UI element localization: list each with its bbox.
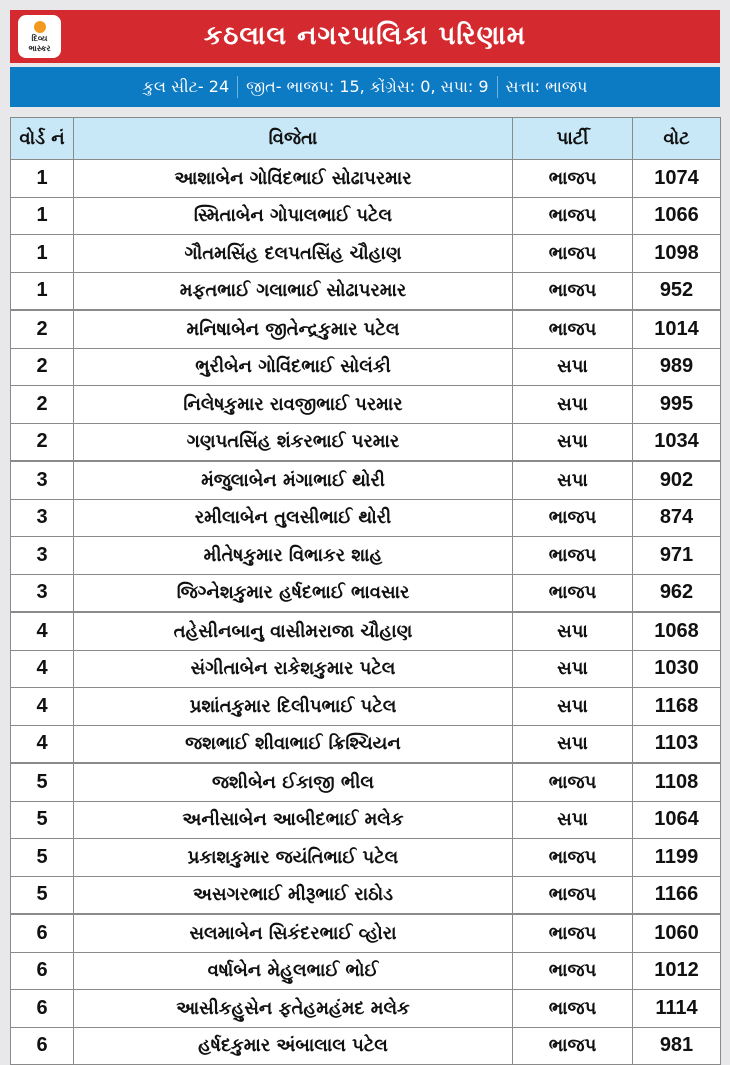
winner-name-cell: વર્ષાબેન મેહુલભાઈ ભોઈ [74, 952, 513, 990]
party-cell: સપા [513, 650, 633, 688]
party-cell: ભાજપ [513, 160, 633, 198]
column-header-ward: વોર્ડ નં [11, 118, 74, 160]
table-row [11, 763, 721, 801]
summary-bar [10, 67, 720, 107]
table-row [11, 839, 721, 877]
votes-cell: 971 [633, 537, 721, 575]
ruling-party: સત્તા: ભાજપ [505, 77, 588, 96]
votes-cell: 902 [633, 461, 721, 499]
results-table [10, 117, 721, 1065]
party-cell: સપા [513, 386, 633, 424]
votes-cell: 1014 [633, 310, 721, 348]
ward-cell: 6 [11, 914, 74, 952]
votes-cell: 1103 [633, 725, 721, 763]
ward-cell: 4 [11, 725, 74, 763]
party-cell: ભાજપ [513, 876, 633, 914]
votes-cell: 1060 [633, 914, 721, 952]
divya-bhaskar-logo-icon [18, 15, 61, 58]
party-cell: ભાજપ [513, 1027, 633, 1065]
winner-name-cell: ગણપતસિંહ શંકરભાઈ પરમાર [74, 423, 513, 461]
votes-cell: 1114 [633, 990, 721, 1028]
table-row [11, 650, 721, 688]
table-row [11, 235, 721, 273]
winner-name-cell: જશીબેન ઈકાજી ભીલ [74, 763, 513, 801]
table-row [11, 461, 721, 499]
ward-cell: 1 [11, 197, 74, 235]
party-cell: સપા [513, 423, 633, 461]
ward-cell: 6 [11, 990, 74, 1028]
party-cell: ભાજપ [513, 537, 633, 575]
ward-cell: 5 [11, 763, 74, 801]
winner-name-cell: સ્મિતાબેન ગોપાલભાઈ પટેલ [74, 197, 513, 235]
ward-cell: 2 [11, 386, 74, 424]
winner-name-cell: પ્રશાંતકુમાર દિલીપભાઈ પટેલ [74, 688, 513, 726]
party-cell: ભાજપ [513, 952, 633, 990]
winner-name-cell: પ્રકાશકુમાર જયંતિભાઈ પટેલ [74, 839, 513, 877]
votes-cell: 981 [633, 1027, 721, 1065]
table-row [11, 197, 721, 235]
ward-cell: 4 [11, 650, 74, 688]
party-cell: ભાજપ [513, 839, 633, 877]
table-row [11, 423, 721, 461]
votes-cell: 1098 [633, 235, 721, 273]
winner-name-cell: ગૌતમસિંહ દલપતસિંહ ચૌહાણ [74, 235, 513, 273]
votes-cell: 874 [633, 499, 721, 537]
votes-cell: 989 [633, 348, 721, 386]
votes-cell: 1012 [633, 952, 721, 990]
page-title: કઠલાલ નગરપાલિકા પરિણામ [203, 21, 527, 51]
table-row [11, 688, 721, 726]
party-cell: સપા [513, 348, 633, 386]
column-header-votes: વોટ [633, 118, 721, 160]
ward-cell: 4 [11, 612, 74, 650]
winner-name-cell: જિગ્નેશકુમાર હર્ષદભાઈ ભાવસાર [74, 574, 513, 612]
votes-cell: 1074 [633, 160, 721, 198]
table-row [11, 574, 721, 612]
winner-name-cell: રમીલાબેન તુલસીભાઈ થોરી [74, 499, 513, 537]
party-cell: ભાજપ [513, 235, 633, 273]
ward-cell: 1 [11, 160, 74, 198]
party-cell: સપા [513, 688, 633, 726]
table-row [11, 612, 721, 650]
party-cell: સપા [513, 725, 633, 763]
party-cell: સપા [513, 801, 633, 839]
votes-cell: 1199 [633, 839, 721, 877]
winner-name-cell: હર્ષદકુમાર અંબાલાલ પટેલ [74, 1027, 513, 1065]
votes-cell: 1034 [633, 423, 721, 461]
party-cell: ભાજપ [513, 499, 633, 537]
ward-cell: 2 [11, 310, 74, 348]
table-row [11, 990, 721, 1028]
party-cell: ભાજપ [513, 763, 633, 801]
winner-name-cell: જશભાઈ શીવાભાઈ ક્રિશ્ચિયન [74, 725, 513, 763]
ward-cell: 6 [11, 952, 74, 990]
column-header-party: પાર્ટી [513, 118, 633, 160]
votes-cell: 1068 [633, 612, 721, 650]
party-cell: ભાજપ [513, 914, 633, 952]
winner-name-cell: અસગરભાઈ મીરૂભાઈ રાઠોડ [74, 876, 513, 914]
title-banner [10, 10, 720, 63]
votes-cell: 1064 [633, 801, 721, 839]
votes-cell: 1030 [633, 650, 721, 688]
ward-cell: 3 [11, 461, 74, 499]
wins-summary: જીત- ભાજપ: 15, કોંગ્રેસ: 0, સપા: 9 [246, 77, 489, 96]
party-cell: ભાજપ [513, 197, 633, 235]
ward-cell: 5 [11, 876, 74, 914]
party-cell: ભાજપ [513, 272, 633, 310]
ward-cell: 5 [11, 801, 74, 839]
winner-name-cell: સલમાબેન સિકંદરભાઈ વ્હોરા [74, 914, 513, 952]
table-row [11, 348, 721, 386]
winner-name-cell: નિલેષકુમાર રાવજીભાઈ પરમાર [74, 386, 513, 424]
ward-cell: 4 [11, 688, 74, 726]
divider [237, 76, 238, 98]
winner-name-cell: અનીસાબેન આબીદભાઈ મલેક [74, 801, 513, 839]
winner-name-cell: ભુરીબેન ગોવિંદભાઈ સોલંકી [74, 348, 513, 386]
ward-cell: 1 [11, 235, 74, 273]
party-cell: ભાજપ [513, 574, 633, 612]
winner-name-cell: મીતેષકુમાર વિભાકર શાહ [74, 537, 513, 575]
divider [497, 76, 498, 98]
winner-name-cell: આસીકહુસેન ફતેહમહંમદ મલેક [74, 990, 513, 1028]
table-header-row [11, 118, 721, 160]
ward-cell: 3 [11, 574, 74, 612]
table-row [11, 310, 721, 348]
ward-cell: 2 [11, 348, 74, 386]
table-row [11, 272, 721, 310]
sun-icon [34, 21, 46, 33]
winner-name-cell: સંગીતાબેન રાકેશકુમાર પટેલ [74, 650, 513, 688]
party-cell: ભાજપ [513, 310, 633, 348]
total-seats: કુલ સીટ- 24 [142, 77, 230, 96]
votes-cell: 1166 [633, 876, 721, 914]
ward-cell: 1 [11, 272, 74, 310]
votes-cell: 1108 [633, 763, 721, 801]
ward-cell: 6 [11, 1027, 74, 1065]
winner-name-cell: તહેસીનબાનુ વાસીમરાજા ચૌહાણ [74, 612, 513, 650]
table-row [11, 499, 721, 537]
winner-name-cell: મનિષાબેન જીતેન્દ્રકુમાર પટેલ [74, 310, 513, 348]
ward-cell: 5 [11, 839, 74, 877]
table-row [11, 725, 721, 763]
column-header-winner: વિજેતા [74, 118, 513, 160]
party-cell: સપા [513, 612, 633, 650]
winner-name-cell: મફતભાઈ ગલાભાઈ સોઢાપરમાર [74, 272, 513, 310]
party-cell: સપા [513, 461, 633, 499]
ward-cell: 3 [11, 499, 74, 537]
winner-name-cell: મંજુલાબેન મંગાભાઈ થોરી [74, 461, 513, 499]
logo-line-2: ભાસ્કર [28, 44, 51, 53]
table-row [11, 952, 721, 990]
votes-cell: 952 [633, 272, 721, 310]
table-row [11, 160, 721, 198]
votes-cell: 1168 [633, 688, 721, 726]
votes-cell: 962 [633, 574, 721, 612]
table-row [11, 386, 721, 424]
winner-name-cell: આશાબેન ગોવિંદભાઈ સોઢાપરમાર [74, 160, 513, 198]
table-row [11, 1027, 721, 1065]
table-row [11, 801, 721, 839]
votes-cell: 995 [633, 386, 721, 424]
party-cell: ભાજપ [513, 990, 633, 1028]
ward-cell: 2 [11, 423, 74, 461]
logo-line-1: દિવ્ય [31, 34, 48, 43]
votes-cell: 1066 [633, 197, 721, 235]
table-row [11, 537, 721, 575]
table-row [11, 876, 721, 914]
table-row [11, 914, 721, 952]
ward-cell: 3 [11, 537, 74, 575]
